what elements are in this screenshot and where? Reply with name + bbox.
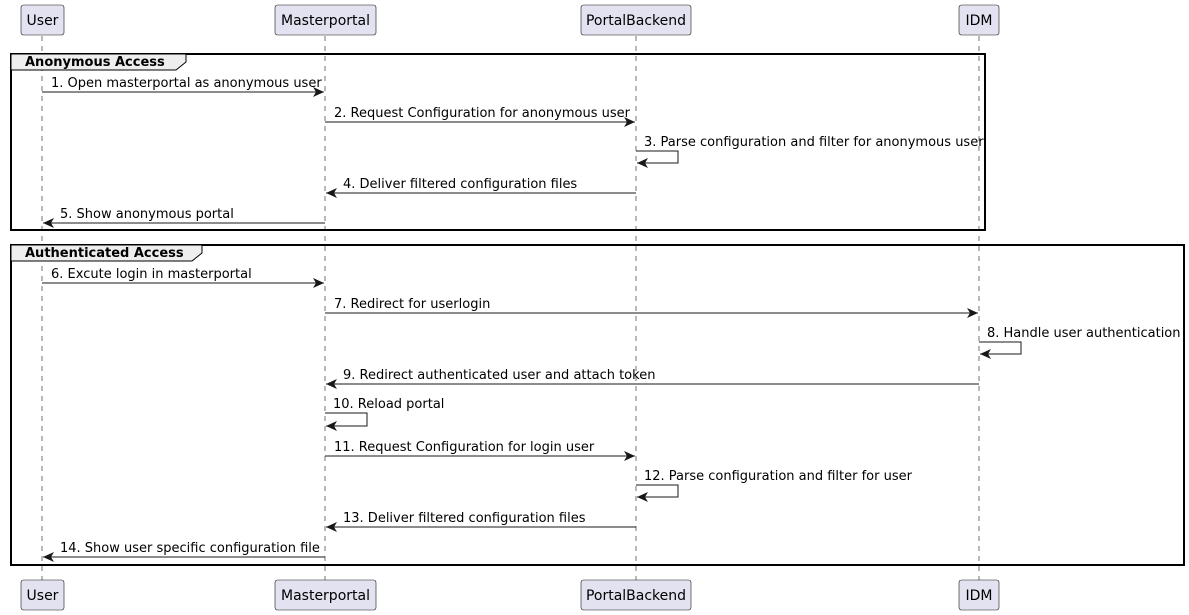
message-6 <box>42 267 324 283</box>
message-4 <box>326 177 636 193</box>
message-7 <box>325 297 978 313</box>
participant-portalbackend <box>581 580 691 610</box>
participants-top <box>21 5 999 35</box>
message-label: 13. Deliver filtered configuration files <box>343 511 586 526</box>
message-1 <box>42 76 324 92</box>
participant-masterportal <box>275 5 376 35</box>
message-label: 5. Show anonymous portal <box>60 207 234 222</box>
message-13 <box>326 511 636 527</box>
message-label: 2. Request Configuration for anonymous user <box>334 106 630 121</box>
message-arrow <box>979 342 1021 354</box>
participant-label: Masterportal <box>281 13 370 29</box>
message-8 <box>979 326 1181 354</box>
message-12 <box>636 469 913 497</box>
message-label: 8. Handle user authentication <box>987 326 1181 341</box>
message-arrow <box>636 151 678 163</box>
message-9 <box>326 368 979 384</box>
message-label: 6. Excute login in masterportal <box>51 267 252 282</box>
message-3 <box>636 135 984 163</box>
message-arrow <box>636 485 678 497</box>
participant-label: User <box>26 13 59 29</box>
participant-label: IDM <box>965 588 993 604</box>
group-label: Authenticated Access <box>25 246 184 261</box>
message-5 <box>43 207 325 223</box>
message-label: 7. Redirect for userlogin <box>334 297 491 312</box>
participant-user <box>21 5 64 35</box>
participant-label: PortalBackend <box>585 13 687 29</box>
message-label: 1. Open masterportal as anonymous user <box>51 76 322 91</box>
message-label: 14. Show user specific configuration file <box>60 541 320 556</box>
group-authenticated-access <box>11 245 1184 565</box>
message-label: 9. Redirect authenticated user and attach token <box>343 368 656 383</box>
participant-label: IDM <box>965 13 993 29</box>
participant-label: Masterportal <box>281 588 370 604</box>
message-10 <box>325 397 444 426</box>
participant-idm <box>959 5 999 35</box>
message-label: 10. Reload portal <box>333 397 445 412</box>
participant-portalbackend <box>581 5 691 35</box>
message-14 <box>43 541 325 557</box>
participant-label: User <box>26 588 59 604</box>
message-label: 12. Parse configuration and filter for user <box>644 469 912 484</box>
message-label: 3. Parse configuration and filter for anonymous user <box>644 135 984 150</box>
group-frame <box>11 245 1184 565</box>
message-11 <box>325 440 635 456</box>
participant-idm <box>959 580 999 610</box>
participant-user <box>21 580 64 610</box>
participant-masterportal <box>275 580 376 610</box>
participant-label: PortalBackend <box>585 588 687 604</box>
message-arrow <box>325 413 367 426</box>
message-2 <box>325 106 635 122</box>
messages <box>42 76 1181 557</box>
message-label: 4. Deliver filtered configuration files <box>343 177 578 192</box>
group-label: Anonymous Access <box>25 55 165 70</box>
message-label: 11. Request Configuration for login user <box>334 440 595 455</box>
participants-bottom <box>21 580 999 610</box>
